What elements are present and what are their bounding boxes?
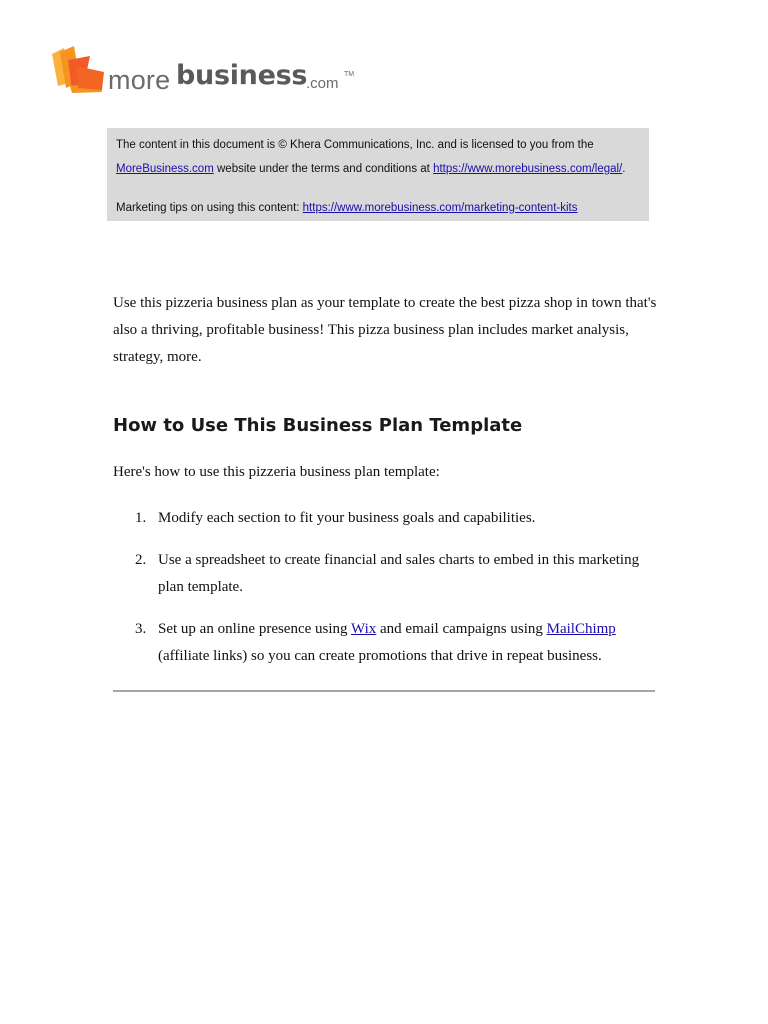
- list-item: [113, 505, 658, 532]
- list-number: 2.: [135, 552, 147, 568]
- list-number: 1.: [135, 510, 147, 526]
- legal-link[interactable]: https://www.morebusiness.com/legal/: [433, 163, 623, 175]
- marketing-kits-link[interactable]: https://www.morebusiness.com/marketing-content-kits: [302, 202, 578, 214]
- list-item-text: Modify each section to fit your business goals and capabilities.: [158, 510, 536, 526]
- list-item-text-pre: Set up an online presence using: [158, 621, 352, 637]
- logo-trademark: TM: [344, 71, 355, 78]
- morebusiness-link[interactable]: MoreBusiness.com: [116, 163, 214, 175]
- section-heading: How to Use This Business Plan Template: [113, 415, 523, 436]
- folder-pages-logo-icon: [50, 46, 106, 94]
- logo-text-more: more: [108, 65, 171, 95]
- license-terms-text: website under the terms and conditions at: [213, 163, 434, 175]
- list-item-text-post: (affiliate links) so you can create promotions that drive in repeat business.: [158, 648, 602, 664]
- list-item-text-mid: and email campaigns using: [376, 621, 547, 637]
- marketing-tips-line: [116, 196, 649, 220]
- license-line-1: The content in this document is © Khera Communications, Inc. and is licensed to you from the: [116, 139, 594, 151]
- mailchimp-link[interactable]: MailChimp: [546, 621, 616, 637]
- list-item: [113, 616, 658, 670]
- license-period: .: [622, 163, 626, 175]
- list-number: 3.: [135, 621, 147, 637]
- logo-text-com: .com: [306, 75, 339, 92]
- license-line-2: [116, 157, 649, 181]
- intro-paragraph: Use this pizzeria business plan as your template to create the best pizza shop in town that's also a thriving, profitable business! This pizza business plan includes market analysis, strategy, more.: [113, 295, 657, 365]
- logo-text-business: business: [176, 60, 308, 91]
- marketing-tips-label: Marketing tips on using this content:: [116, 202, 303, 214]
- list-item-text: Use a spreadsheet to create financial and sales charts to embed in this marketing plan template.: [158, 552, 640, 595]
- steps-list: [113, 505, 658, 685]
- document-body: [113, 290, 658, 664]
- list-item: [113, 547, 658, 601]
- wix-link[interactable]: Wix: [351, 621, 377, 637]
- license-notice-box: [107, 128, 649, 221]
- morebusiness-logo: [50, 44, 360, 96]
- horizontal-divider: [113, 690, 655, 692]
- lead-paragraph: Here's how to use this pizzeria business plan template:: [113, 464, 440, 480]
